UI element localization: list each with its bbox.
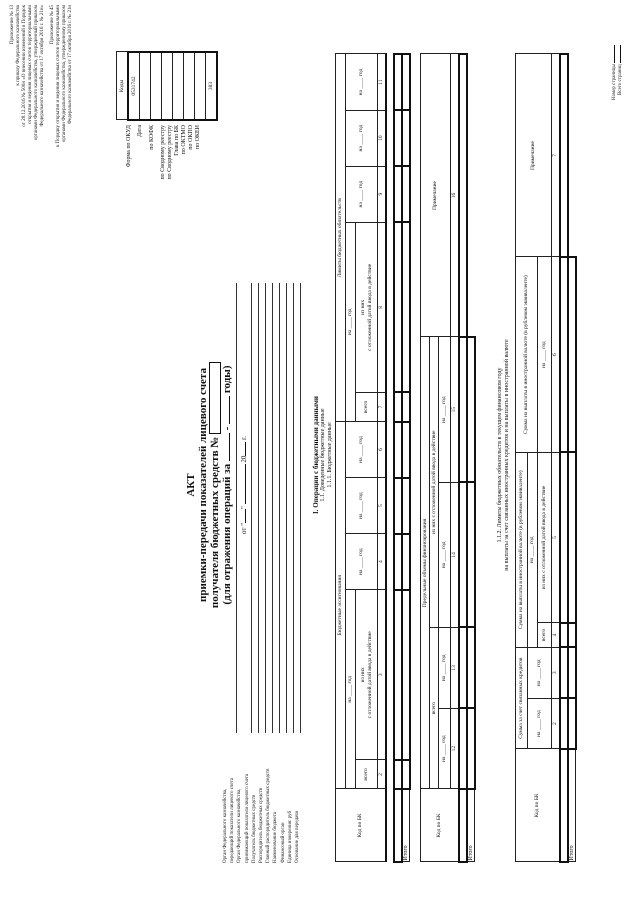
label-line: Основание для передачи — [295, 810, 301, 863]
fill-line — [300, 283, 301, 733]
col-num: 10 — [378, 110, 386, 166]
title-line4: (для отражения операций за - годы) — [221, 365, 234, 605]
codes-row-label: по ОКТМО — [181, 125, 187, 155]
codes-row-label: по ОКЕИ — [195, 125, 201, 150]
col-vsego: всего — [430, 627, 439, 789]
col-na-god: на ____ год — [538, 257, 552, 452]
col-vsego: всего — [356, 760, 378, 789]
form-label: Форма по ОКУД — [126, 125, 132, 168]
appendix-line: к Порядку открытия и ведения лицевых счетов территориальными — [56, 5, 61, 148]
appendix-line: открытия и ведения лицевых счетов территориальными — [28, 5, 33, 124]
col-num: 6 — [552, 257, 560, 452]
label-line: Орган Федерального казначейства, — [223, 788, 228, 863]
col-otl: из них с отложенной датой ввода в действие — [356, 590, 378, 760]
col-na-god: на ____ год — [346, 166, 378, 222]
col-na-god: на ____ год — [439, 627, 451, 708]
label-line: Финансовый орган — [280, 822, 286, 863]
fill-line — [265, 283, 266, 733]
code-cell — [184, 52, 195, 120]
title-act: АКТ — [185, 473, 197, 497]
total-label: Итого — [568, 749, 576, 862]
appendix-line: от 28.12.2016 № 500н «О внесении изменений в Порядок — [22, 5, 27, 127]
fill-line — [293, 283, 294, 733]
code-cell — [173, 52, 184, 120]
col-limits: Лимиты бюджетных обязательств — [336, 54, 346, 422]
total-label: Итого — [467, 789, 475, 862]
title-date: от "" 20 г. — [240, 435, 248, 535]
col-na-god: на ____ год — [528, 647, 552, 698]
codes-row-label: по ОКПО — [188, 125, 194, 150]
appendix-line: органами Федерального казначейства, утвержденному приказом — [62, 5, 67, 143]
date-label: Дата — [137, 125, 143, 137]
budget-data-table — [335, 53, 411, 863]
col-num: 15 — [451, 337, 459, 482]
col-num: 5 — [378, 478, 386, 534]
col-sum-foreign: Сумма на выплаты в иностранной валюте (в рублевом эквиваленте) — [516, 452, 528, 647]
label-line: Орган Федерального казначейства, — [237, 788, 243, 863]
col-vsego: всего — [538, 623, 552, 648]
data-row — [560, 749, 568, 862]
col-na-god: на ____ год — [346, 54, 378, 110]
appendix-line: к приказу Федерального казначейства — [16, 5, 21, 86]
col-num: 12 — [451, 708, 459, 789]
appendix-line: органами Федерального казначейства, утвержденный приказом — [34, 5, 39, 141]
col-num: 14 — [451, 482, 459, 627]
code-cell — [151, 52, 162, 120]
col-budget-assign: Бюджетные ассигнования — [336, 422, 346, 789]
col-num: 3 — [552, 647, 560, 698]
col-num: 3 — [378, 590, 386, 760]
appendix-line: Федерального казначейства от 17 октября 2016 г. № 21н» — [40, 5, 45, 127]
col-na-god: на ____ год — [346, 478, 378, 534]
col-kod-bk: Код по БК — [336, 789, 386, 862]
financing-table — [420, 53, 476, 863]
col-na-god: на ____ год — [528, 452, 538, 647]
col-otl: из них с отложенной датой ввода в действие — [430, 337, 439, 627]
col-num: 7 — [378, 392, 386, 421]
col-num: 8 — [378, 222, 386, 392]
codes-header: Коды — [117, 52, 129, 120]
col-na-god: на ____ год — [528, 698, 552, 749]
appendix-line: Приложение № 45 — [50, 5, 55, 45]
fill-line — [272, 283, 273, 733]
col-na-god: на ____ год — [346, 590, 356, 789]
col-na-god: на ____ год — [439, 708, 451, 789]
col-num: 9 — [378, 166, 386, 222]
col-kod-bk: Код по БК — [516, 749, 560, 862]
section1-title: I. Операции с бюджетными данными — [312, 396, 320, 514]
codes-row-label: по КОФК — [149, 125, 155, 150]
label-line: Распорядитель бюджетных средств — [259, 787, 265, 863]
label-line: Единица измерения: руб — [287, 810, 293, 863]
fill-line — [279, 283, 280, 733]
col-na-god: на ____ год — [346, 222, 356, 421]
col-num: 6 — [378, 422, 386, 478]
page-number-label: Номер страницы — [612, 45, 618, 145]
foreign-limits-table — [515, 53, 577, 863]
col-vsego: всего — [356, 392, 378, 421]
code-cell — [162, 52, 173, 120]
codes-table — [116, 51, 218, 121]
col-num: 13 — [451, 627, 459, 708]
col-na-god: на ____ год — [346, 110, 378, 166]
left-labels — [222, 733, 301, 863]
code-cell — [140, 52, 151, 120]
col-na-god: на ____ год — [439, 337, 451, 482]
codes-row-label: по Сводному реестру — [167, 125, 173, 180]
title-line2: приемки-передачи показателей лицевого счета — [197, 368, 209, 602]
fill-line — [236, 283, 237, 733]
col-sum-foreign2: Сумма на выплаты в иностранной валюте (в рублевом эквиваленте) — [516, 257, 538, 452]
label-line: принимающий показатели лицевого счета — [244, 773, 250, 863]
data-row — [459, 789, 467, 862]
col-otl: из них с отложенной датой ввода в действие — [356, 222, 378, 392]
codes-labels — [112, 125, 202, 265]
col-otl: из них с отложенной датой ввода в действие — [538, 452, 552, 623]
col-prim: Примечание — [421, 54, 451, 337]
appendix-line: Приложение № 13 — [10, 5, 15, 45]
label-line: Главный распорядитель бюджетных средств — [266, 768, 272, 863]
codes-row-label: Глава по БК — [174, 125, 180, 156]
col-num: 2 — [552, 698, 560, 749]
fill-line — [251, 283, 252, 733]
fill-line — [258, 283, 259, 733]
account-number-box — [209, 362, 221, 434]
label-line: Наименование бюджета — [273, 811, 279, 863]
col-kod-bk: Код по БК — [421, 789, 459, 862]
section111-title: 1.1.1. Бюджетные данные — [327, 422, 333, 488]
col-prim: Примечание — [516, 54, 552, 257]
appendix-block — [10, 5, 74, 205]
col-num: 4 — [552, 623, 560, 648]
col-pred: Предельные объемы финансирования — [421, 337, 430, 789]
total-label: Итого — [402, 789, 410, 862]
col-na-god: на ____ год — [439, 482, 451, 627]
okei-code: 383 — [206, 52, 218, 120]
data-row — [394, 789, 402, 862]
footer — [612, 45, 624, 145]
col-num: 11 — [378, 54, 386, 110]
label-line: Получатель бюджетных средств — [251, 794, 257, 863]
section11-title: 1.1. Доведенные бюджетные данные — [320, 408, 326, 502]
col-num: 2 — [378, 760, 386, 789]
form-code: 0531742 — [128, 52, 140, 120]
title-line3: получателя бюджетных средств № — [209, 345, 221, 625]
pages-total-label: Всего страниц — [618, 45, 624, 145]
label-line: передающий показатели лицевого счета — [230, 777, 236, 863]
doc-title — [185, 345, 233, 625]
col-num: 5 — [552, 452, 560, 623]
col-na-god: на ____ год — [346, 534, 378, 590]
col-na-god: на ____ год — [346, 422, 378, 478]
col-sum-credits: Сумма за счет связанных кредитов — [516, 647, 528, 749]
code-cell — [195, 52, 206, 120]
codes-row-label: по Сводному реестру — [160, 125, 166, 180]
col-num: 4 — [378, 534, 386, 590]
fill-line — [286, 283, 287, 733]
appendix-line: Федерального казначейства от 17 октября 2016 г. № 21н — [68, 5, 73, 125]
section112-title: 1.1.2. Лимиты бюджетных обязательств в текущем финансовом году на выплаты за счет связанных иностранных кредитов и на выплаты в иностранной валюте — [497, 339, 510, 571]
col-num: 16 — [451, 54, 459, 337]
col-num: 7 — [552, 54, 560, 257]
